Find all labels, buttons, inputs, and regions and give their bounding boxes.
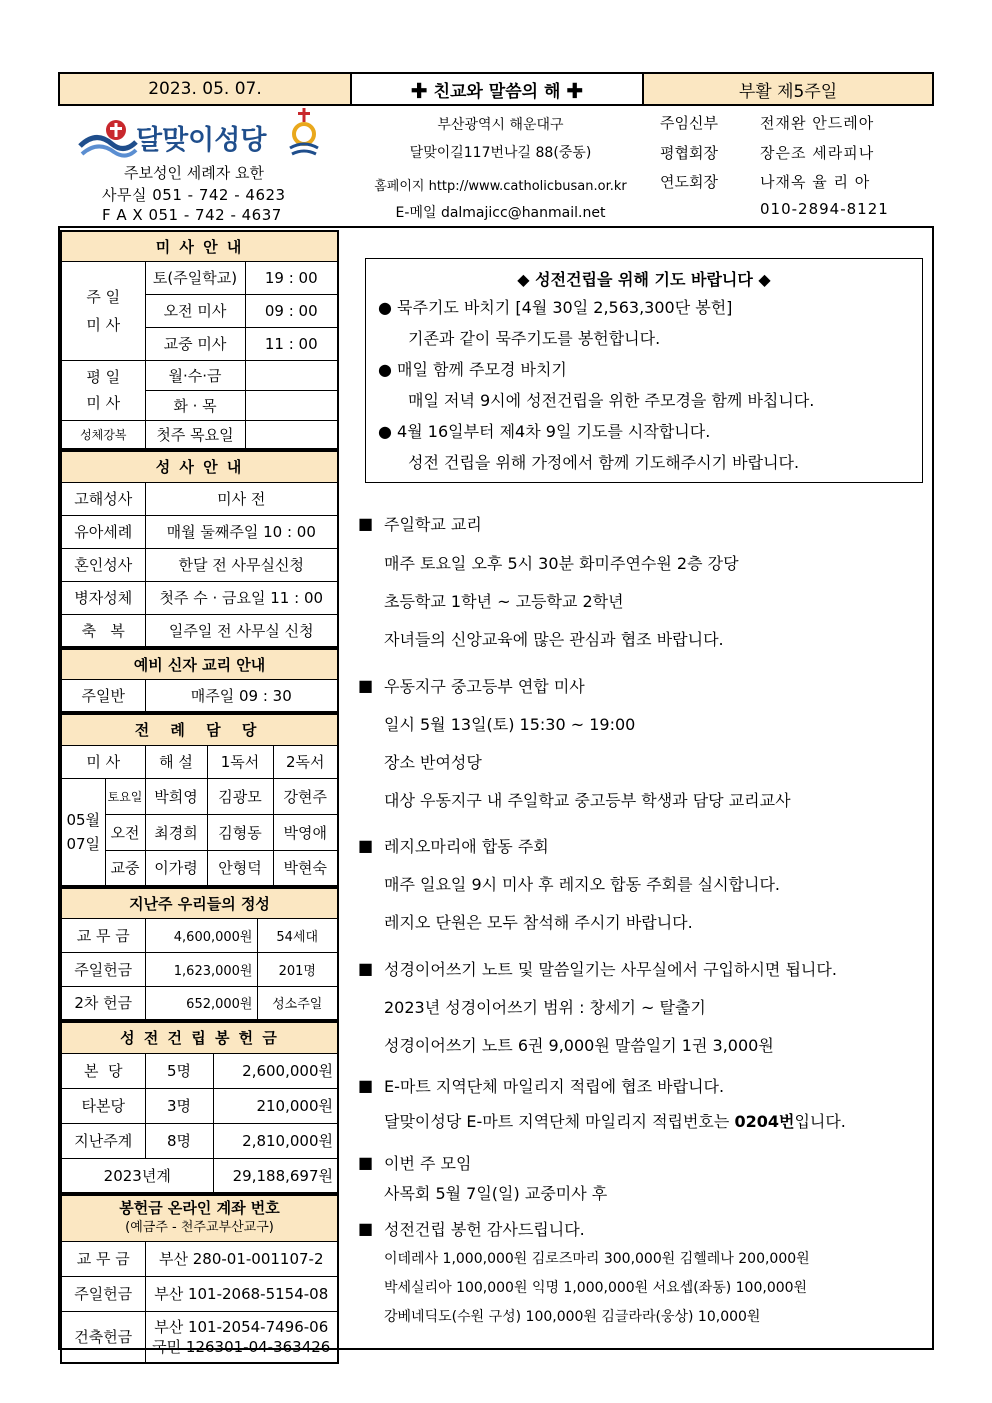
- frame-top: [58, 226, 934, 228]
- notice-line: 사목회 5월 7일(일) 교중미사 후: [384, 1184, 608, 1203]
- offering-label: 2차 헌금: [61, 986, 145, 1020]
- sacrament-guide-table: [60, 450, 339, 648]
- church-name: 달맞이성당: [136, 125, 267, 156]
- offering-note: 201명: [257, 952, 338, 986]
- notice-line: 자녀들의 신앙교육에 많은 관심과 협조 바랍니다.: [384, 630, 724, 649]
- mass-name: 교중 미사: [145, 327, 245, 360]
- sunday-mass-label: 주 일 미 사: [61, 261, 145, 360]
- fund-label: 본 당: [61, 1053, 145, 1088]
- offering-note: 성소주일: [257, 986, 338, 1020]
- offering-amount: 1,623,000원: [145, 952, 257, 986]
- liturgy-header: 2독서: [273, 745, 338, 778]
- offering-note: 54세대: [257, 918, 338, 952]
- liturgy-title: 전 례 담 당: [61, 714, 338, 745]
- liturgy-header: 해 설: [145, 745, 207, 778]
- notice-bullet: ■: [358, 1153, 374, 1172]
- emart-number: 0204번: [734, 1112, 795, 1131]
- weekday-mass-label: 평 일 미 사: [61, 360, 145, 420]
- fund-amount: 2,600,000원: [213, 1053, 338, 1088]
- mass-guide-title: 미 사 안 내: [61, 231, 338, 261]
- church-header: [58, 108, 934, 226]
- accounts-table: [60, 1194, 339, 1364]
- contact-phone: 010-2894-8121: [760, 200, 889, 218]
- accounts-title-cell: [61, 1195, 338, 1241]
- fund-count: 5명: [145, 1053, 213, 1088]
- mass-time: [245, 390, 338, 420]
- notice-title: E-마트 지역단체 마일리지 적립에 협조 바랍니다.: [384, 1077, 725, 1096]
- sacrament-label: 혼인성사: [61, 548, 145, 581]
- staff-name-1: 전재완 안드레아: [760, 114, 875, 132]
- emart-suffix: 입니다.: [794, 1112, 846, 1131]
- liturgy-reader-2: 박현숙: [273, 850, 338, 886]
- liturgy-header: 미 사: [61, 745, 145, 778]
- mass-name: 월·수·금: [145, 360, 245, 390]
- fund-amount: 210,000원: [213, 1088, 338, 1123]
- frame-right: [932, 226, 934, 1350]
- liturgy-duty-table: [60, 713, 339, 887]
- donor-line: 강베네딕도(수원 구성) 100,000원 김글라라(웅상) 10,000원: [384, 1309, 761, 1325]
- fax-number: F A X 051 - 742 - 4637: [102, 206, 282, 224]
- address-line-2: 달맞이길117번나길 88(중동): [409, 145, 592, 161]
- notice-bullet: ■: [358, 514, 374, 533]
- liturgy-date: 05월 07일: [61, 778, 105, 886]
- catechumen-title: 예비 신자 교리 안내: [61, 649, 338, 679]
- offerings-title: 지난주 우리들의 정성: [61, 888, 338, 918]
- address-line-1: 부산광역시 해운대구: [437, 117, 564, 133]
- liturgy-reader-1: 김광모: [207, 778, 273, 814]
- mass-name: 오전 미사: [145, 294, 245, 327]
- prayer-box-title: ◆ 성전건립을 위해 기도 바랍니다 ◆: [517, 270, 771, 289]
- year-theme: ✚ 친교와 말씀의 해 ✚: [352, 74, 642, 104]
- liturgy-host: 최경희: [145, 814, 207, 850]
- notice-bullet: ■: [358, 676, 374, 695]
- liturgy-reader-2: 박영애: [273, 814, 338, 850]
- donor-line: 박세실리아 100,000원 익명 1,000,000원 서요셉(좌동) 100,000원: [384, 1280, 808, 1296]
- account-label: 건축헌금: [61, 1311, 145, 1363]
- notice-bullet: ■: [358, 836, 374, 855]
- notice-title: 우동지구 중고등부 연합 미사: [384, 677, 585, 696]
- offerings-table: [60, 887, 339, 1021]
- prayer-line: ● 4월 16일부터 제4차 9일 기도를 시작합니다.: [378, 422, 711, 441]
- notice-line: 2023년 성경이어쓰기 범위 : 창세기 ~ 탈출기: [384, 998, 706, 1017]
- staff-role-2: 평협회장: [660, 144, 718, 162]
- mass-name: 화 · 목: [145, 390, 245, 420]
- bulletin-date: 2023. 05. 07.: [60, 74, 352, 104]
- prayer-line: ● 매일 함께 주모경 바치기: [378, 360, 567, 379]
- notice-line: 성경이어쓰기 노트 6권 9,000원 말씀일기 1권 3,000원: [384, 1036, 774, 1055]
- building-fund-table: [60, 1021, 339, 1194]
- prayer-request-box: [365, 258, 923, 483]
- sacrament-value: 일주일 전 사무실 신청: [145, 614, 338, 647]
- fund-count: 8명: [145, 1123, 213, 1158]
- prayer-line: ● 묵주기도 바치기 [4월 30일 2,563,300단 봉헌]: [378, 298, 733, 317]
- fund-label: 타본당: [61, 1088, 145, 1123]
- notice-title: 성경이어쓰기 노트 및 말씀일기는 사무실에서 구입하시면 됩니다.: [384, 960, 837, 979]
- sacrament-guide-title: 성 사 안 내: [61, 451, 338, 482]
- accounts-title: 봉헌금 온라인 계좌 번호: [119, 1199, 280, 1218]
- liturgy-mass: 토요일: [105, 778, 145, 814]
- notice-line: 매주 일요일 9시 미사 후 레지오 합동 주회를 실시합니다.: [384, 875, 780, 894]
- prayer-line: 매일 저녁 9시에 성전건립을 위한 주모경을 함께 바칩니다.: [408, 391, 815, 410]
- catechumen-table: [60, 648, 339, 713]
- liturgy-reader-1: 김형동: [207, 814, 273, 850]
- top-banner: [58, 72, 934, 106]
- prayer-line: 성전 건립을 위해 가정에서 함께 기도해주시기 바랍니다.: [408, 453, 800, 472]
- notice-line: 초등학교 1학년 ~ 고등학교 2학년: [384, 592, 624, 611]
- mass-time: 09 : 00: [245, 294, 338, 327]
- liturgy-header: 1독서: [207, 745, 273, 778]
- liturgy-host: 박희영: [145, 778, 207, 814]
- donor-line: 이데레사 1,000,000원 김로즈마리 300,000원 김헬레나 200,000원: [384, 1251, 810, 1267]
- building-accounts-cell: [145, 1311, 338, 1363]
- office-phone: 사무실 051 - 742 - 4623: [102, 186, 286, 204]
- moon-cross-icon: [286, 108, 322, 158]
- building-fund-title: 성 전 건 립 봉 헌 금: [61, 1022, 338, 1053]
- prayer-line: 기존과 같이 묵주기도를 봉헌합니다.: [408, 329, 661, 348]
- staff-role-3: 연도회장: [660, 173, 718, 191]
- homepage-link[interactable]: 홈페이지 http://www.catholicbusan.or.kr: [374, 179, 627, 194]
- notice-title: 이번 주 모임: [384, 1154, 472, 1173]
- fund-year-amount: 29,188,697원: [213, 1158, 338, 1193]
- liturgical-week: 부활 제5주일: [642, 74, 932, 104]
- liturgy-mass: 오전: [105, 814, 145, 850]
- sacrament-value: 한달 전 사무실신청: [145, 548, 338, 581]
- staff-name-3: 나재옥 율 리 아: [760, 173, 871, 191]
- account-label: 교 무 금: [61, 1241, 145, 1276]
- liturgy-host: 이가령: [145, 850, 207, 886]
- catechumen-time: 매주일 09 : 30: [145, 679, 338, 712]
- account-number: 부산 101-2068-5154-08: [145, 1276, 338, 1311]
- notice-line: 대상 우동지구 내 주일학교 중고등부 학생과 담당 교리교사: [384, 791, 791, 810]
- notice-bullet: ■: [358, 959, 374, 978]
- mass-time: 11 : 00: [245, 327, 338, 360]
- mass-time: [245, 360, 338, 390]
- liturgy-reader-1: 안형덕: [207, 850, 273, 886]
- notice-title: 성전건립 봉헌 감사드립니다.: [384, 1220, 585, 1239]
- notice-line-emart: [384, 1109, 846, 1132]
- left-info-column: [60, 230, 337, 1364]
- notice-bullet: ■: [358, 1219, 374, 1238]
- sacrament-label: 고해성사: [61, 482, 145, 515]
- mass-name: 토(주일학교): [145, 261, 245, 294]
- fund-amount: 2,810,000원: [213, 1123, 338, 1158]
- church-logo-icon: [78, 116, 138, 160]
- notice-line: 일시 5월 13일(토) 15:30 ~ 19:00: [384, 715, 636, 734]
- sacrament-value: 매월 둘째주일 10 : 00: [145, 515, 338, 548]
- mass-time: 19 : 00: [245, 261, 338, 294]
- account-label: 주일헌금: [61, 1276, 145, 1311]
- patron-saint: 주보성인 세례자 요한: [124, 164, 264, 182]
- offering-label: 주일헌금: [61, 952, 145, 986]
- emart-text: 달맞이성당 E-마트 지역단체 마일리지 적립번호는: [384, 1112, 735, 1131]
- fund-label: 지난주계: [61, 1123, 145, 1158]
- sacrament-label: 축 복: [61, 614, 145, 647]
- accounts-holder: (예금주 - 천주교부산교구): [125, 1220, 274, 1236]
- sacrament-value: 첫주 수 · 금요일 11 : 00: [145, 581, 338, 614]
- notice-line: 레지오 단원은 모두 참석해 주시기 바랍니다.: [384, 913, 693, 932]
- sacrament-label: 유아세례: [61, 515, 145, 548]
- adoration-schedule: 첫주 목요일: [145, 420, 245, 449]
- catechumen-label: 주일반: [61, 679, 145, 712]
- staff-name-2: 장은조 세라피나: [760, 144, 875, 162]
- account-number: 부산 280-01-001107-2: [145, 1241, 338, 1276]
- notice-title: 레지오마리애 합동 주회: [384, 837, 549, 856]
- email-link[interactable]: E-메일 dalmajicc@hanmail.net: [395, 205, 606, 221]
- notice-line: 장소 반여성당: [384, 753, 482, 772]
- fund-year-label: 2023년계: [61, 1158, 213, 1193]
- notice-bullet: ■: [358, 1076, 374, 1095]
- liturgy-reader-2: 강현주: [273, 778, 338, 814]
- offering-label: 교 무 금: [61, 918, 145, 952]
- offering-amount: 652,000원: [145, 986, 257, 1020]
- notice-title: 주일학교 교리: [384, 515, 482, 534]
- account-number: 국민 126301-04-363426: [152, 1337, 331, 1356]
- adoration-label: 성체강복: [61, 420, 145, 449]
- fund-count: 3명: [145, 1088, 213, 1123]
- offering-amount: 4,600,000원: [145, 918, 257, 952]
- mass-guide-table: [60, 230, 339, 450]
- account-number: 부산 101-2054-7496-06: [154, 1317, 329, 1336]
- sacrament-value: 미사 전: [145, 482, 338, 515]
- staff-role-1: 주임신부: [660, 114, 718, 132]
- liturgy-mass: 교중: [105, 850, 145, 886]
- notice-line: 매주 토요일 오후 5시 30분 화미주연수원 2층 강당: [384, 554, 739, 573]
- sacrament-label: 병자성체: [61, 581, 145, 614]
